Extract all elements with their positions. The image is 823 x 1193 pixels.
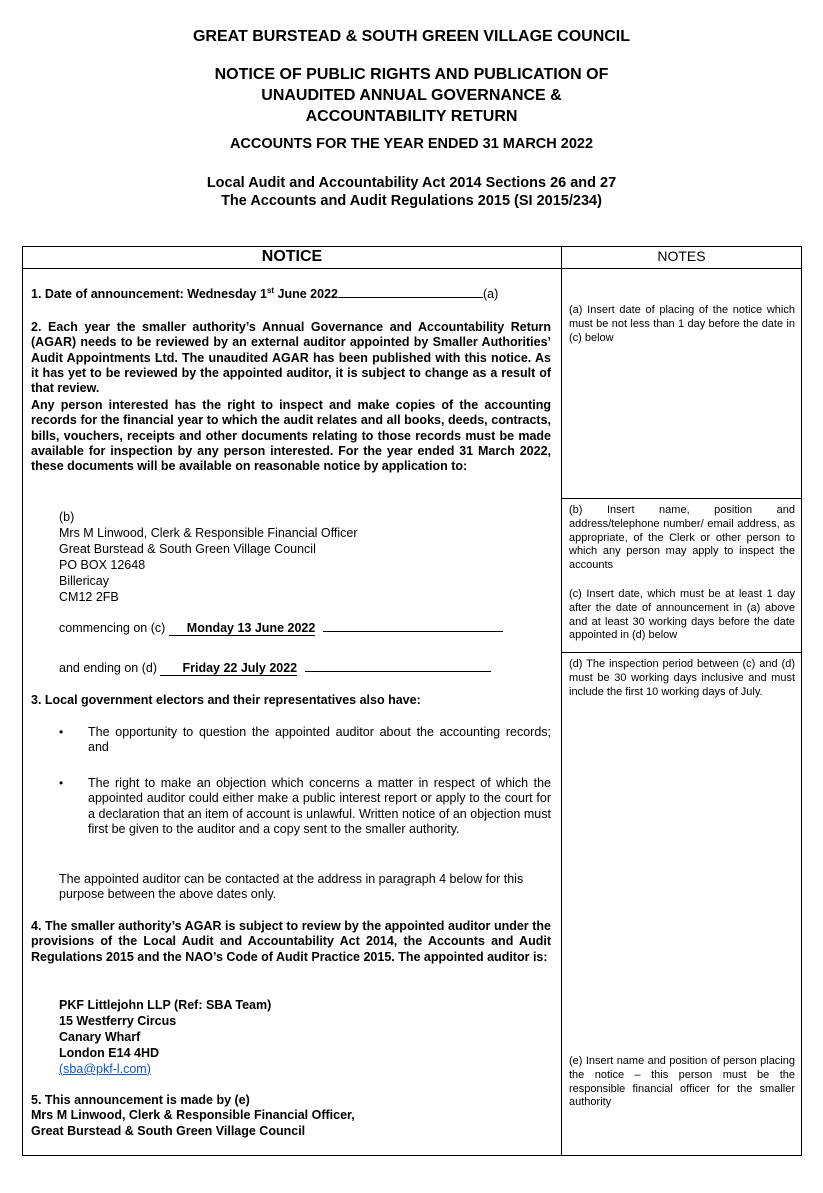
paragraph-3-heading: 3. Local government electors and their representatives also have:	[31, 693, 421, 707]
note-ref-b: (b)	[59, 510, 75, 524]
auditor-area: Canary Wharf	[59, 1030, 141, 1044]
paragraph-2: 2. Each year the smaller authority’s Annual Governance and Accountability Return (AGAR) needs to be reviewed by an external auditor appointed by Smaller Authorities’ Audit Appointments Ltd. The unaudited AGAR has been published with this notice. As it has yet to be reviewed by the appointed auditor, it is subject to change as a result of that review.	[31, 320, 551, 396]
notes-divider-2	[561, 652, 801, 653]
legislation-line1: Local Audit and Accountability Act 2014 Sections 26 and 27	[206, 175, 617, 191]
date-underline	[338, 286, 483, 298]
announcer-council: Great Burstead & South Green Village Council	[31, 1123, 306, 1138]
auditor-street: 15 Westferry Circus	[59, 1014, 177, 1028]
paragraph-4: 4. The smaller authority’s AGAR is subject to review by the appointed auditor under the provisions of the Local Audit and Accountability Act 2014, the Accounts and Audit Regulations 2015 and the NAO’s Code of Audit Practice 2015. The appointed auditor is:	[31, 919, 551, 964]
auditor-email-link[interactable]: sba@pkf-l.com	[63, 1062, 147, 1076]
notes-divider-1	[561, 498, 801, 499]
paragraph-1	[31, 286, 551, 302]
auditor-contact-note: The appointed auditor can be contacted at the address in paragraph 4 below for this purpose between the above dates only.	[59, 872, 524, 902]
note-a: (a) Insert date of placing of the notice which must be not less than 1 day before the date in (c) below	[569, 304, 795, 344]
ending-date: Friday 22 July 2022	[160, 661, 297, 676]
announcer-name: Mrs M Linwood, Clerk & Responsible Financial Officer,	[31, 1108, 355, 1123]
notes-column-heading: NOTES	[657, 248, 706, 264]
contact-town: Billericay	[59, 574, 110, 588]
commencing-date: Monday 13 June 2022	[169, 621, 316, 636]
notice-title	[0, 64, 823, 127]
announcement-date-suffix: st	[266, 285, 275, 295]
bullet-1-text: The opportunity to question the appointed auditor about the accounting records; and	[88, 725, 551, 755]
announcement-date: 1. Date of announcement: Wednesday 1	[31, 287, 267, 301]
auditor-name: PKF Littlejohn LLP (Ref: SBA Team)	[59, 998, 272, 1012]
notice-title-line2: UNAUDITED ANNUAL GOVERNANCE &	[261, 87, 562, 104]
auditor-address	[59, 997, 271, 1077]
note-e: (e) Insert name and position of person placing the notice – this person must be the responsible financial officer for the smaller authority	[569, 1055, 795, 1109]
legislation-line2: The Accounts and Audit Regulations 2015 (SI 2015/234)	[221, 193, 602, 209]
commencing-label: commencing on (c)	[59, 621, 166, 635]
contact-name: Mrs M Linwood, Clerk & Responsible Financial Officer	[59, 526, 358, 540]
contact-council: Great Burstead & South Green Village Council	[59, 542, 316, 556]
header-divider	[23, 268, 801, 269]
paragraph-5	[31, 1093, 551, 1139]
bullet-2-text: The right to make an objection which concerns a matter in respect of which the appointed auditor could either make a public interest report or apply to the court for a declaration that an item of account is unlawful. Written notice of an objection must first be given to the auditor and a copy sent to the smaller authority.	[88, 776, 551, 836]
announcement-by: 5. This announcement is made by (e)	[31, 1093, 250, 1107]
note-b: (b) Insert name, position and address/telephone number/ email address, as appropriate, of the Clerk or other person to which any person may apply to inspect the accounts	[569, 504, 795, 572]
notice-title-line1: NOTICE OF PUBLIC RIGHTS AND PUBLICATION OF	[214, 66, 609, 83]
legislation	[0, 174, 823, 210]
contact-po-box: PO BOX 12648	[59, 558, 146, 572]
note-ref-a: (a)	[483, 287, 499, 301]
contact-postcode: CM12 2FB	[59, 590, 119, 604]
bullet-2-marker: •	[59, 776, 64, 790]
notice-column-heading: NOTICE	[261, 248, 323, 265]
commencing-underline	[323, 620, 503, 632]
accounts-year: ACCOUNTS FOR THE YEAR ENDED 31 MARCH 2022	[229, 136, 594, 152]
email-close-paren: )	[146, 1062, 151, 1076]
auditor-city-postcode: London E14 4HD	[59, 1046, 160, 1060]
ending-line	[59, 660, 491, 676]
council-name: GREAT BURSTEAD & SOUTH GREEN VILLAGE COUNCIL	[192, 28, 631, 45]
ending-label: and ending on (d)	[59, 661, 157, 675]
commencing-line	[59, 620, 503, 636]
clerk-contact	[59, 509, 358, 605]
paragraph-2-rights: Any person interested has the right to inspect and make copies of the accounting records for the financial year to which the audit relates and all books, deeds, contracts, bills, vouchers, receipts and other documents relating to those records must be made available for inspection by any person interested. For the year ended 31 March 2022, these documents will be available on reasonable notice by application to:	[31, 398, 551, 474]
announcement-date-rest: June 2022	[274, 287, 338, 301]
auditor-email-line	[59, 1061, 271, 1077]
email-open-paren: (	[59, 1062, 64, 1076]
bullet-1-marker: •	[59, 725, 64, 739]
ending-underline	[305, 660, 491, 672]
column-divider	[561, 247, 562, 1155]
notice-title-line3: ACCOUNTABILITY RETURN	[305, 108, 518, 125]
note-d: (d) The inspection period between (c) and (d) must be 30 working days inclusive and must include the first 10 working days of July.	[569, 658, 795, 698]
note-c: (c) Insert date, which must be at least 1 day after the date of announcement in (a) above and at least 30 working days before the date appointed in (d) below	[569, 588, 795, 642]
